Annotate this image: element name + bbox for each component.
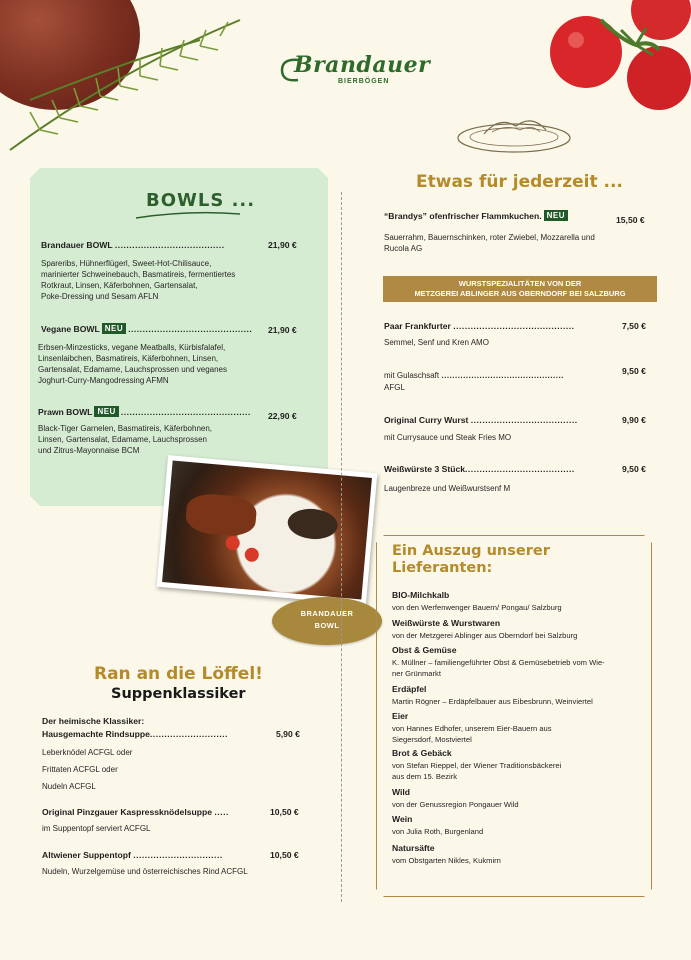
- bowl-photo: [157, 455, 378, 605]
- soup-item-name: Original Pinzgauer Kaspressknödelsuppe .....: [42, 807, 229, 817]
- supplier-name: Obst & Gemüse: [392, 645, 457, 655]
- brandauer-bowl-label: BRANDAUER BOWL: [272, 597, 382, 645]
- bowl-item-desc: Spareribs, Hühnerflügerl, Sweet-Hot-Chilisauce, marinierter Schweinebauch, Basmatireis, fermentiertes Rotkraut, Linsen, Käferbohnen, Gartensalat, Poke-Dressing und Sesam AFLN: [41, 259, 236, 301]
- wurst-item-name: Weißwürste 3 Stück......................................: [384, 464, 575, 474]
- bowl-item-price: 21,90 €: [268, 325, 297, 335]
- flammkuchen-name: “Brandys” ofenfrischer Flammkuchen. NEU: [384, 210, 570, 221]
- bowl-item-name: Brandauer BOWL ......................................: [41, 240, 225, 250]
- supplier-desc: von Hannes Edhofer, unserem Eier-Bauern aus Siegersdorf, Mostviertel: [392, 724, 552, 744]
- heading-underline-icon: [134, 208, 242, 222]
- supplier-name: Eier: [392, 711, 409, 721]
- wurst-item-price: 9,90 €: [622, 415, 646, 425]
- supplier-desc: von Stefan Rieppel, der Wiener Traditionsbäckerei aus dem 15. Bezirk: [392, 761, 562, 781]
- flammkuchen-desc: Sauerrahm, Bauernschinken, roter Zwiebel, Mozzarella und Rucola AG: [384, 233, 595, 253]
- soup-item-name: Hausgemachte Rindsuppe...........................: [42, 729, 228, 739]
- bowl-item-name: Prawn BOWL NEU .............................................: [38, 407, 251, 417]
- supplier-name: Wein: [392, 814, 413, 824]
- wurst-item-desc: Semmel, Senf und Kren AMO: [384, 338, 489, 347]
- brand-logo: [278, 50, 431, 94]
- soup-item-intro: Der heimische Klassiker:: [42, 716, 145, 726]
- soup-item-desc: im Suppentopf serviert ACFGL: [42, 824, 151, 833]
- supplier-name: Weißwürste & Wurstwaren: [392, 618, 501, 628]
- wurst-item-name: Original Curry Wurst .....................................: [384, 415, 578, 425]
- soup-item-price: 10,50 €: [270, 807, 299, 817]
- supplier-desc: vom Obstgarten Nikles, Kukmirn: [392, 856, 501, 865]
- wurst-item-price: 9,50 €: [622, 366, 646, 376]
- wurst-item-price: 9,50 €: [622, 464, 646, 474]
- new-badge: NEU: [544, 210, 568, 221]
- bowl-item-name: Vegane BOWL NEU ...........................................: [41, 324, 253, 334]
- new-badge: NEU: [102, 323, 126, 334]
- bowl-item-desc: Erbsen-Minzesticks, vegane Meatballs, Kürbisfalafel, Linsenlaibchen, Basmatireis, Käferbohnen, Linsen, Gartensalat, Edamame, Lauchsprossen und veganes Joghurt-Curry-Mangodressing AFMN: [38, 343, 228, 385]
- supplier-name: Wild: [392, 787, 411, 797]
- soup-item-desc: Leberknödel ACFGL oder Frittaten ACFGL oder Nudeln ACFGL: [42, 748, 133, 791]
- supplier-name: Brot & Gebäck: [392, 748, 452, 758]
- wurst-item-name: mit Gulaschsaft .............................................: [384, 371, 564, 380]
- supplier-name: BIO-Milchkalb: [392, 590, 450, 600]
- rosemary-illustration: [0, 0, 260, 170]
- flammkuchen-price: 15,50 €: [616, 215, 645, 225]
- supplier-desc: Martin Rögner – Erdäpfelbauer aus Eibesbrunn, Weinviertel: [392, 697, 593, 706]
- bowl-item-price: 22,90 €: [268, 411, 297, 421]
- tomatoes-illustration: [541, 0, 691, 120]
- wurst-item-desc: Laugenbreze und Weißwurstsenf M: [384, 484, 511, 493]
- soups-heading: Ran an die Löffel!: [94, 664, 263, 684]
- bowl-item-price: 21,90 €: [268, 240, 297, 250]
- bowls-heading: BOWLS ...: [146, 190, 256, 211]
- column-divider: [341, 192, 342, 902]
- soup-item-price: 5,90 €: [276, 729, 300, 739]
- soup-item-desc: Nudeln, Wurzelgemüse und österreichisches Rind ACFGL: [42, 867, 248, 876]
- soups-subheading: Suppenklassiker: [111, 686, 246, 702]
- supplier-name: Natursäfte: [392, 843, 435, 853]
- wurst-item-price: 7,50 €: [622, 321, 646, 331]
- wurst-item-desc: mit Currysauce und Steak Fries MO: [384, 433, 512, 442]
- supplier-name: Erdäpfel: [392, 684, 427, 694]
- logo-wordmark: Brandauer: [294, 52, 431, 78]
- wurst-item-name: Paar Frankfurter ..........................................: [384, 321, 575, 331]
- supplier-desc: von den Werfenwenger Bauern/ Pongau/ Salzburg: [392, 603, 562, 612]
- supplier-desc: von der Genussregion Pongauer Wild: [392, 800, 519, 809]
- sausage-specialties-banner: WURSTSPEZIALITÄTEN VON DER METZGEREI ABLINGER AUS OBERNDORF BEI SALZBURG: [383, 276, 657, 302]
- bowl-item-desc: Black-Tiger Garnelen, Basmatireis, Käferbohnen, Linsen, Gartensalat, Edamame, Lauchsprossen und Zitrus-Mayonnaise BCM: [38, 424, 213, 455]
- plate-sketch-icon: [454, 104, 574, 156]
- anytime-heading: Etwas für jederzeit ...: [416, 172, 623, 192]
- suppliers-heading: Ein Auszug unserer Lieferanten:: [392, 543, 550, 576]
- soup-item-price: 10,50 €: [270, 850, 299, 860]
- logo-subtitle: BIERBÖGEN: [338, 78, 390, 85]
- new-badge: NEU: [94, 406, 118, 417]
- wurst-item-desc: AFGL: [384, 383, 405, 392]
- supplier-desc: K. Müllner – familiengeführter Obst & Gemüsebetrieb vom Wie- ner Grünmarkt: [392, 658, 605, 678]
- soup-item-name: Altwiener Suppentopf ...............................: [42, 850, 223, 860]
- supplier-desc: von Julia Roth, Burgenland: [392, 827, 484, 836]
- supplier-desc: von der Metzgerei Ablinger aus Oberndorf bei Salzburg: [392, 631, 578, 640]
